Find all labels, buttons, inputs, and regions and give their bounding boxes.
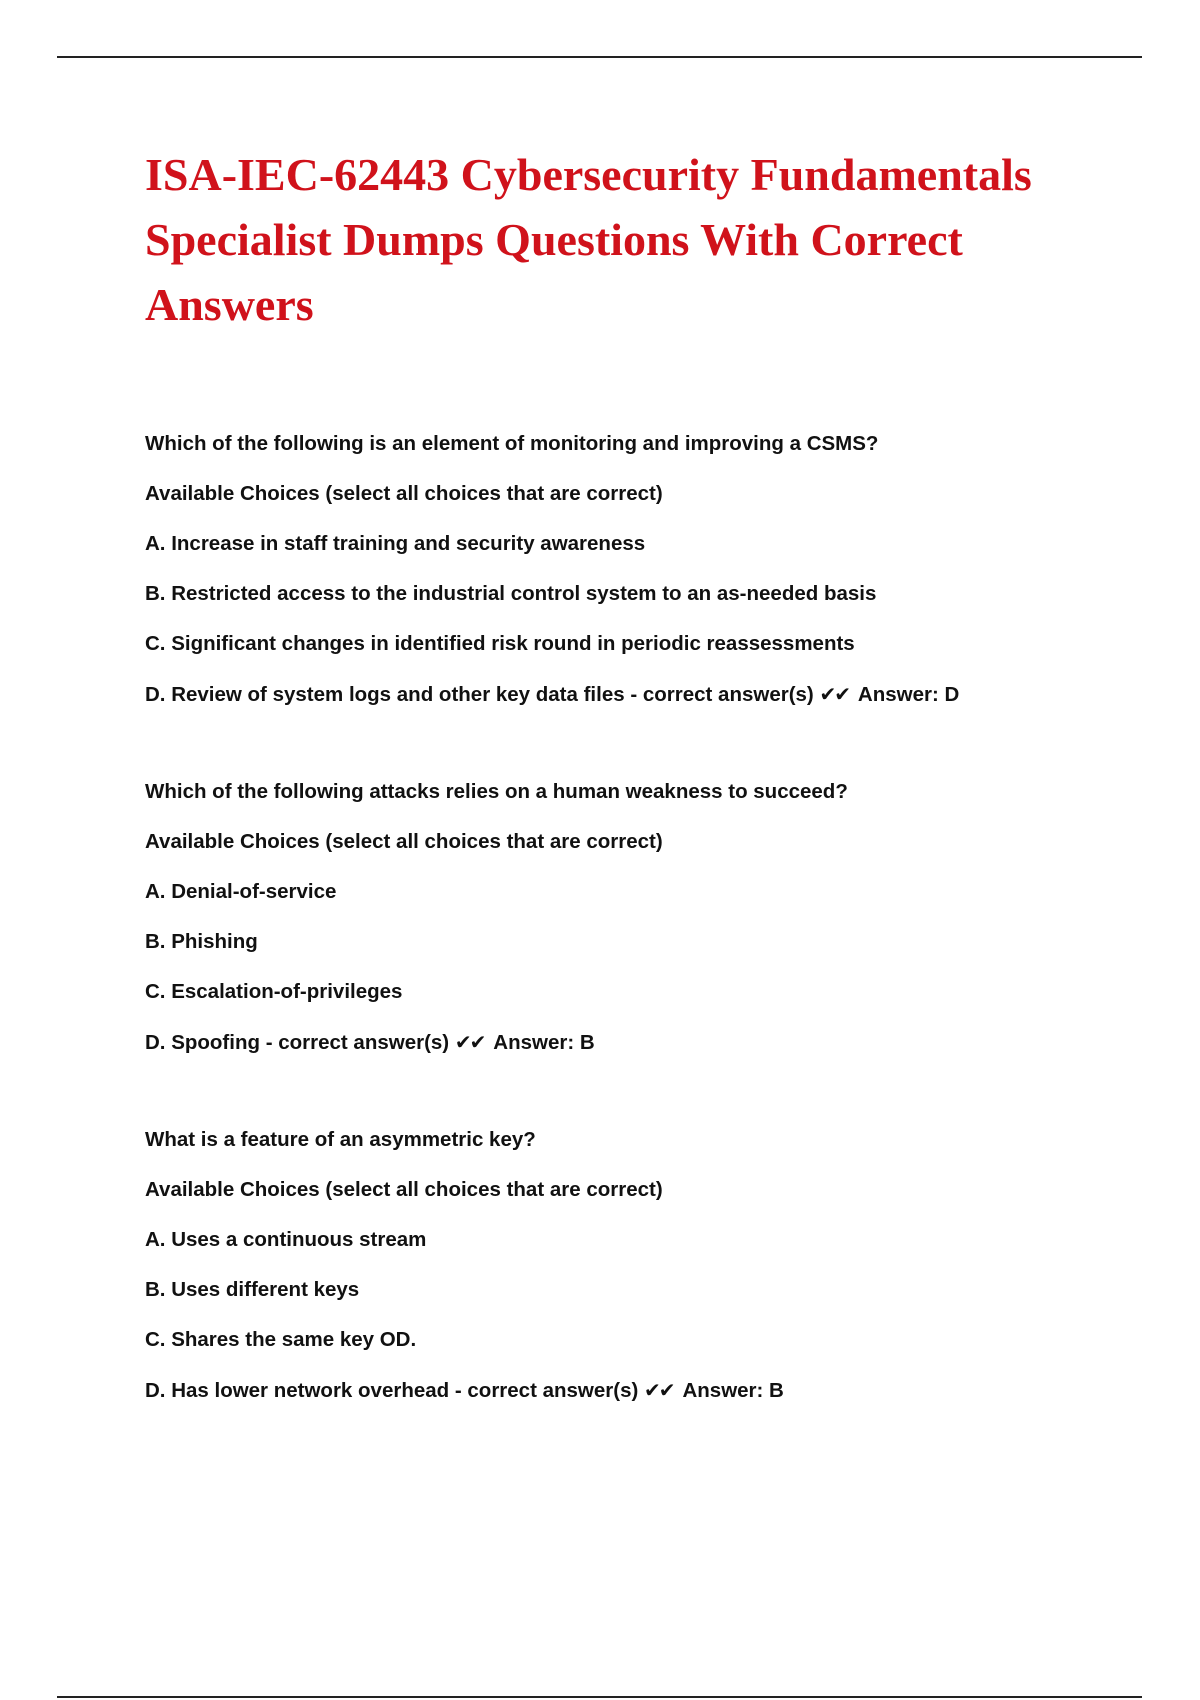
question-block-2 bbox=[145, 780, 1145, 1055]
question-list bbox=[145, 432, 1145, 1476]
bottom-rule bbox=[57, 1696, 1142, 1698]
choice-c: C. Escalation-of-privileges bbox=[145, 980, 403, 1003]
double-check-icon: ✔✔ bbox=[819, 682, 849, 706]
answer-text: Answer: B bbox=[493, 1031, 595, 1054]
top-rule bbox=[57, 56, 1142, 58]
question-text: Which of the following is an element of monitoring and improving a CSMS? bbox=[145, 432, 879, 455]
answer-text: Answer: D bbox=[857, 683, 960, 706]
choice-d-with-answer bbox=[145, 1030, 1145, 1055]
choice-a: A. Increase in staff training and security awareness bbox=[145, 532, 646, 555]
question-text: Which of the following attacks relies on a human weakness to succeed? bbox=[145, 780, 848, 803]
choice-d-with-answer bbox=[145, 1378, 1145, 1403]
question-block-1 bbox=[145, 432, 1145, 707]
choice-c: C. Shares the same key OD. bbox=[145, 1328, 417, 1351]
choice-b: B. Uses different keys bbox=[145, 1278, 360, 1301]
choice-d: D. Has lower network overhead - correct answer(s) bbox=[145, 1379, 639, 1402]
choice-b: B. Phishing bbox=[145, 930, 258, 953]
choice-a: A. Uses a continuous stream bbox=[145, 1228, 427, 1251]
choices-instructions: Available Choices (select all choices that are correct) bbox=[145, 1178, 663, 1201]
choice-b: B. Restricted access to the industrial control system to an as-needed basis bbox=[145, 582, 877, 605]
question-text: What is a feature of an asymmetric key? bbox=[145, 1128, 536, 1151]
double-check-icon: ✔✔ bbox=[644, 1378, 674, 1402]
question-block-3 bbox=[145, 1128, 1145, 1403]
choices-instructions: Available Choices (select all choices that are correct) bbox=[145, 482, 663, 505]
choice-d-with-answer bbox=[145, 682, 1145, 707]
answer-text: Answer: B bbox=[682, 1379, 784, 1402]
double-check-icon: ✔✔ bbox=[454, 1030, 485, 1054]
choices-instructions: Available Choices (select all choices that are correct) bbox=[145, 830, 663, 853]
choice-c: C. Significant changes in identified risk round in periodic reassessments bbox=[145, 632, 855, 655]
choice-d: D. Spoofing - correct answer(s) bbox=[145, 1031, 450, 1054]
document-title: ISA-IEC-62443 Cybersecurity Fundamentals Specialist Dumps Questions With Correct Answers bbox=[145, 149, 1032, 330]
choice-a: A. Denial-of-service bbox=[145, 880, 337, 903]
choice-d: D. Review of system logs and other key data files - correct answer(s) bbox=[145, 683, 814, 706]
